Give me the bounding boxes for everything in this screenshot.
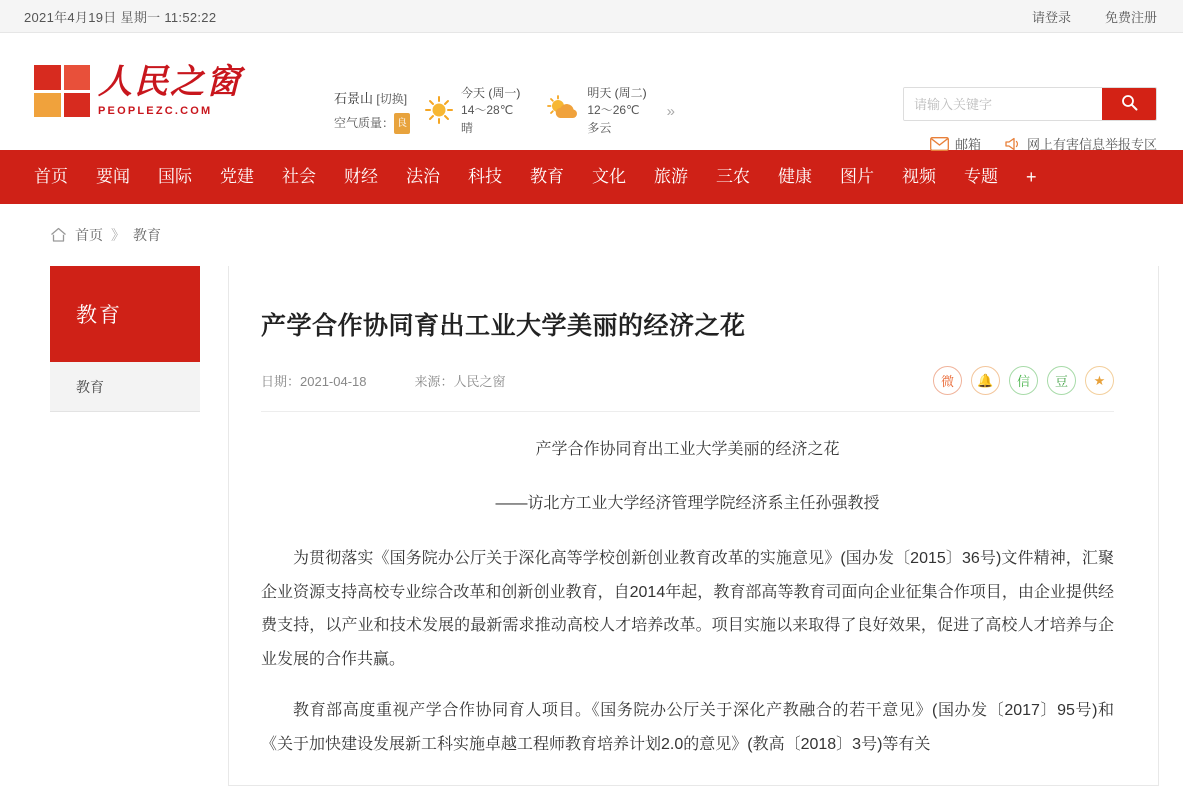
article-meta [261,366,1114,412]
logo-squares-icon [34,65,90,117]
sidebar-item-label: 教育 [76,378,104,395]
weather-widget [334,85,675,137]
weather-tomorrow-desc: 多云 [587,120,612,135]
weather-city-block [334,87,410,134]
current-datetime: 2021年4月19日 星期一 11:52:22 [24,9,217,25]
mail-icon [930,137,949,151]
nav-item-1[interactable]: 要闻 [96,167,130,186]
nav-item-12[interactable]: 健康 [778,167,812,186]
breadcrumb-current[interactable]: 教育 [133,227,161,243]
bell-share-icon[interactable]: 🔔 [971,366,1000,395]
sun-cloud-icon [546,95,580,128]
breadcrumb [26,204,1183,266]
weather-tomorrow-temp: 12～26℃ [587,103,640,118]
nav-item-15[interactable]: 专题 [964,167,998,186]
mail-link-label: 邮箱 [954,137,981,152]
article-subtitle-sub: ——访北方工业大学经济管理学院经济系主任孙强教授 [495,495,880,512]
mail-link[interactable] [930,134,981,153]
article-body [261,434,1114,762]
share-bar [933,366,1114,395]
weather-today-desc: 晴 [461,120,474,135]
weather-city-switch[interactable]: [切换] [376,92,408,107]
home-icon [50,227,67,243]
nav-item-13[interactable]: 图片 [840,167,874,186]
article-subtitle-main: 产学合作协同育出工业大学美丽的经济之花 [535,441,840,458]
report-link[interactable] [1003,134,1157,153]
weather-more-arrow[interactable]: » [666,102,676,120]
weather-tomorrow-title: 明天 (周二) [587,86,647,100]
air-quality-value: 良 [394,113,410,134]
nav-item-7[interactable]: 科技 [468,167,502,186]
nav-item-10[interactable]: 旅游 [654,167,688,186]
site-logo[interactable] [34,65,242,117]
report-link-label: 网上有害信息举报专区 [1026,137,1157,152]
search-input[interactable] [904,88,1102,120]
weather-day-today [424,85,520,137]
article-date: 日期：2021-04-18 [261,374,367,389]
nav-item-2[interactable]: 国际 [158,167,192,186]
search-icon [1121,94,1138,114]
wechat-share-icon[interactable]: 信 [1009,366,1038,395]
nav-item-14[interactable]: 视频 [902,167,936,186]
weibo-share-icon[interactable]: 微 [933,366,962,395]
article-paragraph-2: 教育部高度重视产学合作协同育人项目。《国务院办公厅关于深化产教融合的若干意见》(国办发〔2017〕95号)和《关于加快建设发展新工科实施卓越工程师教育培养计划2.0的意见》(教高〔2018〕3号)等有关 [261,702,1114,753]
nav-item-0[interactable]: 首页 [34,167,68,186]
nav-item-6[interactable]: 法治 [406,167,440,186]
article-source: 来源：人民之窗 [414,374,506,389]
nav-item-5[interactable]: 财经 [344,167,378,186]
article-paragraph-1: 为贯彻落实《国务院办公厅关于深化高等学校创新创业教育改革的实施意见》(国办发〔2015〕36号)文件精神，汇聚企业资源支持高校专业综合改革和创新创业教育，自2014年起，教育部高等教育司面向企业征集合作项目，由企业提供经费支持，以产业和技术发展的最新需求推动高校人才培养改革。项目实施以来取得了良好效果，促进了高校人才培养与企业发展的合作共赢。 [261,550,1114,668]
favorite-share-icon[interactable]: ★ [1085,366,1114,395]
nav-item-3[interactable]: 党建 [220,167,254,186]
nav-item-8[interactable]: 教育 [530,167,564,186]
horn-icon [1003,137,1021,151]
search-box[interactable] [903,87,1157,121]
site-header [0,33,1183,150]
register-link[interactable]: 免费注册 [1104,9,1157,25]
main-nav [0,150,1183,204]
login-link[interactable]: 请登录 [1031,9,1071,25]
sidebar-title: 教育 [50,266,200,362]
logo-english-name: PEOPLEZC.COM [98,104,213,117]
logo-chinese-name: 人民之窗 [98,63,242,101]
sun-icon [424,95,454,128]
sidebar-item-education[interactable] [50,362,200,412]
search-area [903,87,1157,153]
nav-more-button[interactable]: + [1026,167,1037,187]
weather-city-name: 石景山 [334,91,374,107]
page-body [2,266,1183,786]
nav-item-11[interactable]: 三农 [716,167,750,186]
article-title: 产学合作协同育出工业大学美丽的经济之花 [261,312,746,340]
breadcrumb-separator: 》 [111,227,125,243]
sidebar [50,266,200,786]
nav-item-9[interactable]: 文化 [592,167,626,186]
air-quality-label: 空气质量： [334,116,395,131]
nav-item-4[interactable]: 社会 [282,167,316,186]
header-sub-links [903,134,1157,153]
weather-today-title: 今天 (周一) [461,86,521,100]
breadcrumb-home[interactable]: 首页 [75,227,103,243]
search-button[interactable] [1102,88,1156,120]
weather-today-temp: 14～28℃ [461,103,514,118]
douban-share-icon[interactable]: 豆 [1047,366,1076,395]
top-bar [0,0,1183,33]
article-container [228,266,1159,786]
weather-day-tomorrow [546,85,646,137]
